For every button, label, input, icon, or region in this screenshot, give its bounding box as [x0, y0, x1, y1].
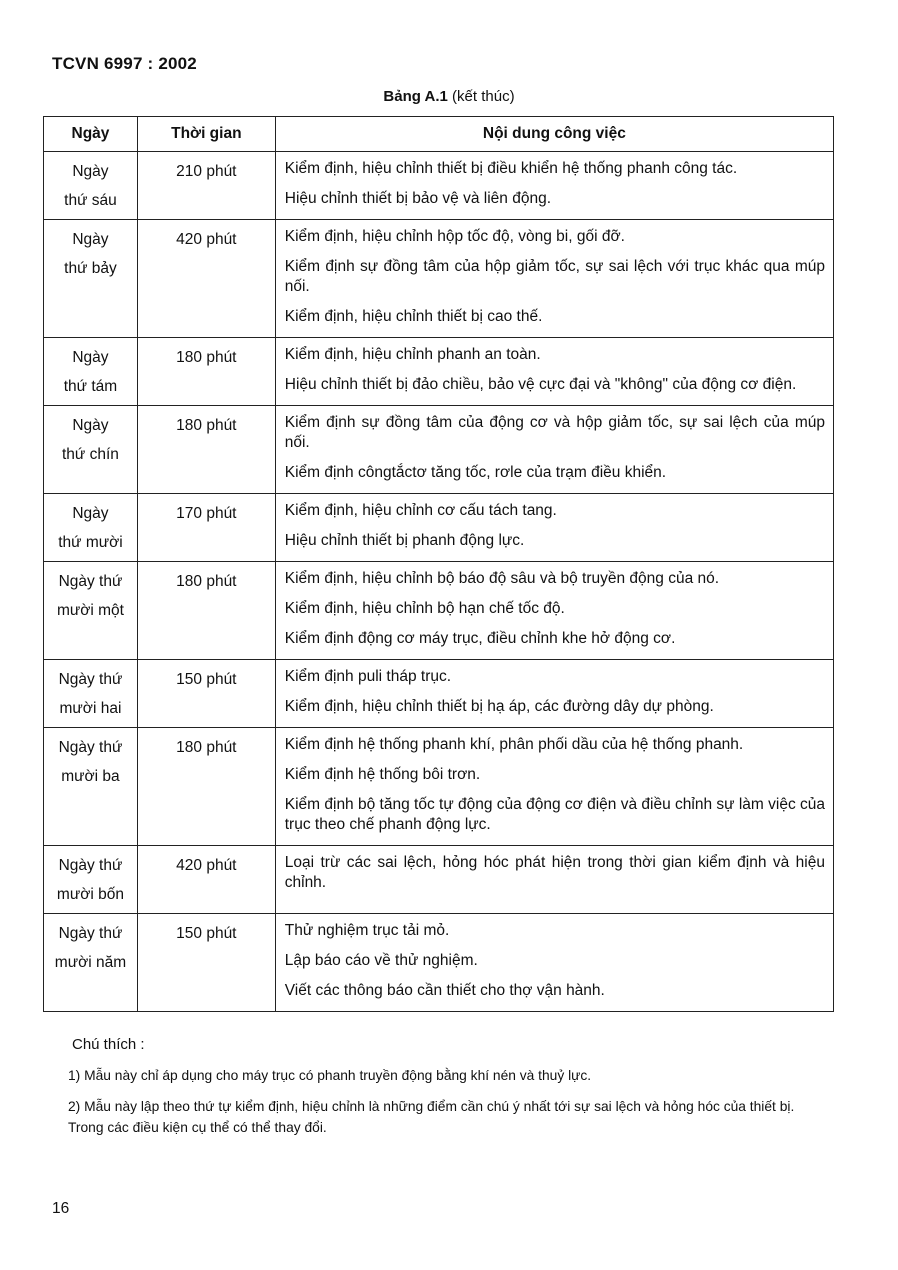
table-row — [44, 562, 834, 660]
table-header-row — [44, 117, 834, 152]
task-item: Kiểm định puli tháp trục. — [284, 668, 452, 685]
day-label-line: Ngày — [72, 417, 109, 434]
time-cell: 180 phút — [137, 562, 275, 660]
column-header-content: Nội dung công việc — [275, 117, 833, 152]
day-label-line: thứ mười — [58, 534, 123, 551]
task-item: Kiểm định, hiệu chỉnh hộp tốc độ, vòng bi, gối đỡ. — [284, 228, 625, 245]
content-cell — [275, 562, 833, 660]
day-cell — [44, 152, 138, 220]
schedule-table — [43, 116, 834, 1012]
time-cell: 150 phút — [137, 914, 275, 1012]
note-item: 2) Mẫu này lập theo thứ tự kiểm định, hiệu chỉnh là những điểm cần chú ý nhất tới sự sai lệch và hỏng hóc của thiết bị. Trong các điều kiện cụ thể có thể thay đổi. — [68, 1099, 795, 1135]
day-label-line: mười bốn — [56, 886, 124, 903]
content-cell — [275, 152, 833, 220]
day-label-line: mười một — [56, 602, 124, 619]
day-label-line: thứ chín — [62, 446, 119, 463]
table-row — [44, 338, 834, 406]
task-item: Hiệu chỉnh thiết bị bảo vệ và liên động. — [284, 190, 552, 207]
day-cell — [44, 660, 138, 728]
time-cell: 180 phút — [137, 406, 275, 494]
day-label-line: mười hai — [59, 700, 122, 717]
task-item: Kiểm định sự đồng tâm của động cơ và hộp giảm tốc, sự sai lệch của múp nối. — [284, 414, 825, 451]
task-item: Kiểm định, hiệu chỉnh thiết bị cao thế. — [284, 308, 543, 325]
day-cell — [44, 728, 138, 846]
time-cell: 420 phút — [137, 846, 275, 914]
table-row — [44, 914, 834, 1012]
column-header-day: Ngày — [44, 117, 138, 152]
table-body — [44, 152, 834, 1012]
day-cell — [44, 338, 138, 406]
day-label-line: Ngày thứ — [58, 739, 123, 756]
content-cell — [275, 406, 833, 494]
task-item: Kiểm định động cơ máy trục, điều chỉnh khe hở động cơ. — [284, 630, 676, 647]
time-cell: 150 phút — [137, 660, 275, 728]
content-cell — [275, 846, 833, 914]
time-cell: 420 phút — [137, 220, 275, 338]
time-cell: 210 phút — [137, 152, 275, 220]
standard-code: TCVN 6997 : 2002 — [52, 54, 197, 73]
content-cell — [275, 494, 833, 562]
notes-section — [68, 1036, 817, 1148]
table-row — [44, 220, 834, 338]
day-cell — [44, 494, 138, 562]
table-caption-suffix: (kết thúc) — [452, 88, 515, 105]
table-row — [44, 152, 834, 220]
column-header-time: Thời gian — [137, 117, 275, 152]
content-cell — [275, 338, 833, 406]
task-item: Loại trừ các sai lệch, hỏng hóc phát hiện trong thời gian kiểm định và hiệu chỉnh. — [284, 854, 825, 891]
day-cell — [44, 220, 138, 338]
day-label-line: thứ sáu — [64, 192, 117, 209]
note-item: 1) Mẫu này chỉ áp dụng cho máy trục có phanh truyền động bằng khí nén và thuỷ lực. — [68, 1068, 592, 1083]
content-cell — [275, 914, 833, 1012]
task-item: Kiểm định, hiệu chỉnh cơ cấu tách tang. — [284, 502, 557, 519]
content-cell — [275, 220, 833, 338]
table-caption — [0, 88, 898, 105]
day-label-line: Ngày thứ — [58, 925, 123, 942]
task-item: Kiểm định hệ thống bôi trơn. — [284, 766, 481, 783]
task-item: Kiểm định sự đồng tâm của hộp giảm tốc, sự sai lệch với trục khác qua múp nối. — [284, 258, 825, 295]
page-number: 16 — [52, 1200, 70, 1217]
day-label-line: Ngày — [72, 231, 109, 248]
task-item: Kiểm định, hiệu chỉnh bộ hạn chế tốc độ. — [284, 600, 565, 617]
time-cell: 180 phút — [137, 728, 275, 846]
day-label-line: Ngày thứ — [58, 857, 123, 874]
day-label-line: thứ tám — [63, 378, 118, 395]
task-item: Kiểm định, hiệu chỉnh phanh an toàn. — [284, 346, 541, 363]
day-cell — [44, 562, 138, 660]
task-item: Kiểm định côngtắctơ tăng tốc, rơle của trạm điều khiển. — [284, 464, 667, 481]
day-label-line: Ngày — [72, 349, 109, 366]
time-cell: 180 phút — [137, 338, 275, 406]
day-label-line: thứ bảy — [64, 260, 117, 277]
day-cell — [44, 914, 138, 1012]
day-label-line: mười ba — [61, 768, 120, 785]
table-caption-label: Bảng A.1 — [383, 88, 448, 105]
task-item: Kiểm định, hiệu chỉnh bộ báo độ sâu và bộ truyền động của nó. — [284, 570, 720, 587]
task-item: Viết các thông báo cần thiết cho thợ vận hành. — [284, 982, 605, 999]
task-item: Lập báo cáo về thử nghiệm. — [284, 952, 478, 969]
day-label-line: mười năm — [54, 954, 127, 971]
task-item: Kiểm định bộ tăng tốc tự động của động cơ điện và điều chỉnh sự làm việc của trục theo chế phanh động lực. — [284, 796, 825, 833]
task-item: Thử nghiệm trục tải mỏ. — [284, 922, 450, 939]
notes-title: Chú thích : — [72, 1036, 145, 1053]
day-label-line: Ngày thứ — [58, 573, 123, 590]
time-cell: 170 phút — [137, 494, 275, 562]
day-label-line: Ngày — [72, 163, 109, 180]
task-item: Kiểm định, hiệu chỉnh thiết bị hạ áp, các đường dây dự phòng. — [284, 698, 714, 715]
table-row — [44, 660, 834, 728]
task-item: Kiểm định hệ thống phanh khí, phân phối dầu của hệ thống phanh. — [284, 736, 744, 753]
table-row — [44, 846, 834, 914]
task-item: Hiệu chỉnh thiết bị phanh động lực. — [284, 532, 525, 549]
table-row — [44, 494, 834, 562]
content-cell — [275, 728, 833, 846]
table-row — [44, 406, 834, 494]
day-cell — [44, 406, 138, 494]
day-cell — [44, 846, 138, 914]
task-item: Hiệu chỉnh thiết bị đảo chiều, bảo vệ cực đại và "không" của động cơ điện. — [284, 376, 797, 393]
content-cell — [275, 660, 833, 728]
task-item: Kiểm định, hiệu chỉnh thiết bị điều khiển hệ thống phanh công tác. — [284, 160, 738, 177]
day-label-line: Ngày — [72, 505, 109, 522]
table-row — [44, 728, 834, 846]
day-label-line: Ngày thứ — [58, 671, 123, 688]
